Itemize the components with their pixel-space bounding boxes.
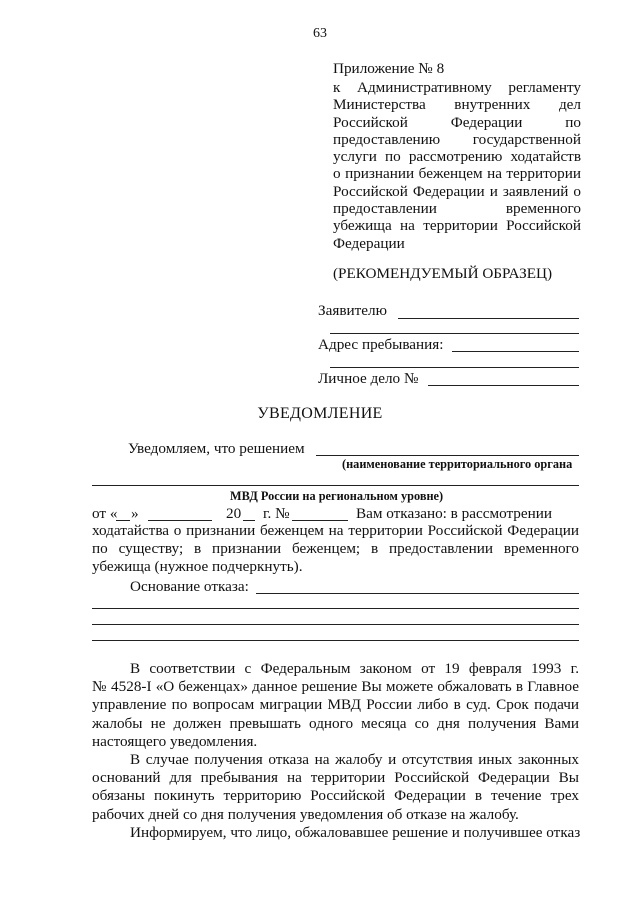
personal-file-label: Личное дело № [318,370,419,387]
paragraph-line: жалобы не должен превышать одного месяца со дня получения Вами [92,714,579,732]
paragraph-line: обязаны покинуть территорию Российской Федерации в течение трех [92,787,579,805]
caption-mvd: МВД России на региональном уровне) [230,489,444,503]
paragraph-line: рабочих дней со дня получения уведомления об отказе на жалобу. [92,805,519,823]
page-number: 63 [313,26,327,41]
paragraph-line: управление по вопросам миграции МВД России либо в суд. Срок подачи [92,696,579,714]
paragraph-line: № 4528-I «О беженцах» данное решение Вы можете обжаловать в Главное [92,678,579,696]
organ-line [316,455,579,456]
notice-heading: УВЕДОМЛЕНИЕ [257,405,383,422]
appendix-line: убежища на территории Российской [333,217,581,235]
applicant-line-2 [330,333,579,334]
paragraph-line: настоящего уведомления. [92,732,258,750]
paragraph-line: оснований для пребывания на территории Российской Федерации Вы [92,769,579,787]
organ-line-2 [92,485,579,486]
reason-line-4 [92,640,579,641]
number-line [292,520,348,521]
appendix-line: к Административному регламенту [333,79,581,96]
appendix-text [333,79,581,252]
appendix-title: Приложение № 8 [333,60,445,77]
month-line [148,520,212,521]
personal-file-line [428,385,579,386]
address-line [452,351,579,352]
appendix-line: Российской Федерации и заявлений о [333,182,581,200]
appendix-line: предоставлению государственной [333,130,581,148]
day-line [116,520,130,521]
date-from: от « [92,505,118,522]
year-line [243,520,255,521]
paragraph-line: В случае получения отказа на жалобу и отсутствия иных законных [130,751,579,768]
address-line-2 [330,367,579,368]
refusal-line: убежища (нужное подчеркнуть). [92,558,303,576]
refusal-text [92,522,579,577]
address-label: Адрес пребывания: [318,336,444,353]
reason-label: Основание отказа: [130,578,249,595]
sample-label: (РЕКОМЕНДУЕМЫЙ ОБРАЗЕЦ) [333,265,553,282]
refused-text: Вам отказано: в рассмотрении [356,505,553,522]
reason-line-3 [92,624,579,625]
refusal-line: ходатайства о признании беженцем на территории Российской Федерации [92,522,579,539]
date-number-label: г. № [263,505,290,522]
paragraph-line: В соответствии с Федеральным законом от 19 февраля 1993 г. [130,660,579,677]
paragraph-appeal [92,660,579,751]
date-year: 20 [226,505,242,522]
reason-line [256,593,579,594]
paragraph-inform [92,824,579,842]
reason-line-2 [92,608,579,609]
appendix-line: предоставлении временного [333,200,581,218]
paragraph-departure [92,751,579,824]
applicant-line [398,318,579,319]
appendix-line: Министерства внутренних дел [333,96,581,114]
caption-organ: (наименование территориального органа [342,457,573,471]
appendix-line: Российской Федерации по [333,113,581,131]
appendix-line: о признании беженцем на территории [333,165,581,183]
date-quote-close: » [131,505,139,522]
refusal-line: по существу; в признании беженцем; в предоставлении временного [92,540,579,558]
notify-prefix: Уведомляем, что решением [128,440,305,457]
appendix-line: Федерации [333,234,405,252]
applicant-label: Заявителю [318,302,387,319]
appendix-line: услуги по рассмотрению ходатайств [333,148,581,166]
paragraph-line: Информируем, что лицо, обжаловавшее решение и получившее отказ [130,824,581,841]
